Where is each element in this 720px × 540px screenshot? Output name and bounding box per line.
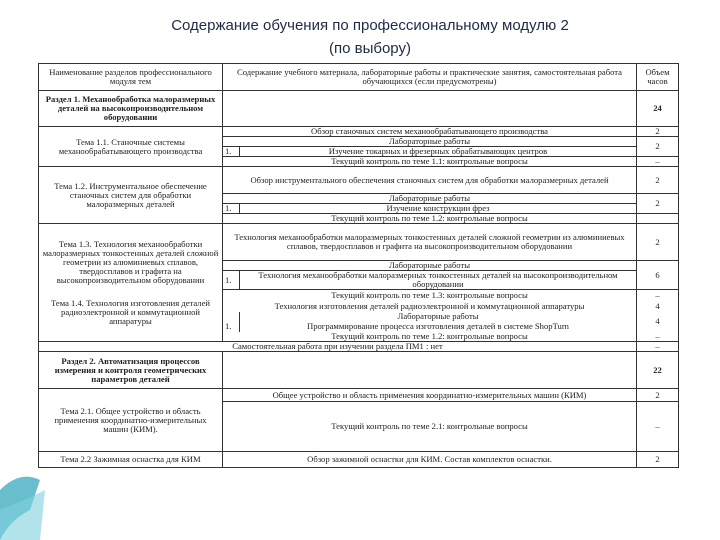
content-row: Изучение конструкции фрез [240, 204, 637, 214]
hours-cell: 2 [637, 452, 679, 468]
content-row: Обзор станочных систем механообрабатывающего производства [223, 127, 637, 137]
title-line-1: Содержание обучения по профессиональному модулю 2 [171, 17, 569, 34]
topic-2-2: Тема 2.2 Зажимная оснастка для КИМ [39, 452, 223, 468]
hours-cell: – [637, 342, 679, 352]
item-number: 1. [223, 147, 240, 157]
section-1-hours: 24 [637, 91, 679, 127]
content-row: Лабораторные работы [240, 312, 637, 322]
content-row: Текущий контроль по теме 2.1: контрольные вопросы [223, 402, 637, 452]
topic-2-1: Тема 2.1. Общее устройство и область применения координатно-измерительных машин (КИМ). [39, 389, 223, 452]
hours-cell: 6 [637, 261, 679, 290]
section-1-title: Раздел 1. Механообработка малоразмерных деталей на высокопроизводительном оборудовании [39, 91, 223, 127]
hours-cell: – [637, 332, 679, 342]
content-row: Обзор зажимной оснастки для КИМ. Состав комплектов оснастки. [223, 452, 637, 468]
hours-cell: 2 [637, 389, 679, 402]
content-row: Текущий контроль по теме 1.3: контрольные вопросы [223, 290, 637, 301]
item-number: 1. [223, 204, 240, 214]
item-number: 1. [223, 322, 240, 332]
content-row: Обзор инструментального обеспечения станочных систем для обработки малоразмерных деталей [223, 167, 637, 194]
content-row: Технология изготовления деталей радиоэлектронной и коммутационной аппаратуры [223, 301, 637, 312]
section-2-hours: 22 [637, 352, 679, 389]
content-row: Общее устройство и область применения координатно-измерительных машин (КИМ) [223, 389, 637, 402]
decorative-corner-shape [0, 470, 60, 540]
content-row: Лабораторные работы [223, 194, 637, 204]
hours-cell: – [637, 157, 679, 167]
content-row: Текущий контроль по теме 1.1: контрольные вопросы [223, 157, 637, 167]
self-study-row: Самостоятельная работа при изучении раздела ПМ1 : нет [39, 342, 637, 352]
header-topic: Наименование разделов профессионального модуля тем [39, 64, 223, 91]
topic-1-3: Тема 1.3. Технология механообработки малоразмерных тонкостенных деталей сложной геометрии из алюминиевых сплавов, твердосплавов и графита на высокопроизводительном оборудовании [42, 238, 219, 285]
topic-1-1: Тема 1.1. Станочные системы механообрабатывающего производства [39, 127, 223, 167]
content-row: Технология механообработки малоразмерных тонкостенных деталей сложной геометрии из алюминиевых сплавов, твердосплавов и графита на высокопроизводительном оборудовании [223, 224, 637, 261]
hours-cell: 2 [637, 127, 679, 137]
hours-cell: 2 [637, 167, 679, 194]
content-row: Текущий контроль по теме 1.2: контрольные вопросы [223, 332, 637, 342]
hours-cell: 4 [637, 301, 679, 312]
header-hours: Объем часов [637, 64, 679, 91]
hours-cell: 2 [637, 194, 679, 214]
section-2-title: Раздел 2. Автоматизация процессов измерения и контроля геометрических параметров деталей [39, 352, 223, 389]
content-row: Лабораторные работы [223, 137, 637, 147]
hours-cell: 2 [637, 224, 679, 261]
hours-cell: – [637, 290, 679, 301]
hours-cell: 2 [637, 137, 679, 157]
content-row: Изучение токарных и фрезерных обрабатывающих центров [240, 147, 637, 157]
module-content-table [38, 63, 679, 468]
item-number: 1. [223, 271, 240, 290]
content-row: Программирование процесса изготовления деталей в системе ShopTurn [240, 322, 637, 332]
hours-cell: 4 [637, 312, 679, 332]
topic-1-2: Тема 1.2. Инструментальное обеспечение станочных систем для обработки малоразмерных деталей [39, 167, 223, 224]
content-row: Лабораторные работы [223, 261, 637, 271]
topic-1-4: Тема 1.4. Технология изготовления деталей радиоэлектронной и коммутационной аппаратуры [50, 297, 211, 326]
content-row: Технология механообработки малоразмерных тонкостенных деталей на высокопроизводительном оборудовании [240, 271, 637, 290]
content-row: Текущий контроль по теме 1.2: контрольные вопросы [223, 214, 637, 224]
topic-1-3-and-1-4 [39, 224, 223, 342]
slide-title [0, 14, 720, 60]
hours-cell: – [637, 402, 679, 452]
header-content: Содержание учебного материала, лабораторные работы и практические занятия, самостоятельная работа обучающихся (если предусмотрены) [223, 64, 637, 91]
title-line-2: (по выбору) [329, 40, 411, 57]
